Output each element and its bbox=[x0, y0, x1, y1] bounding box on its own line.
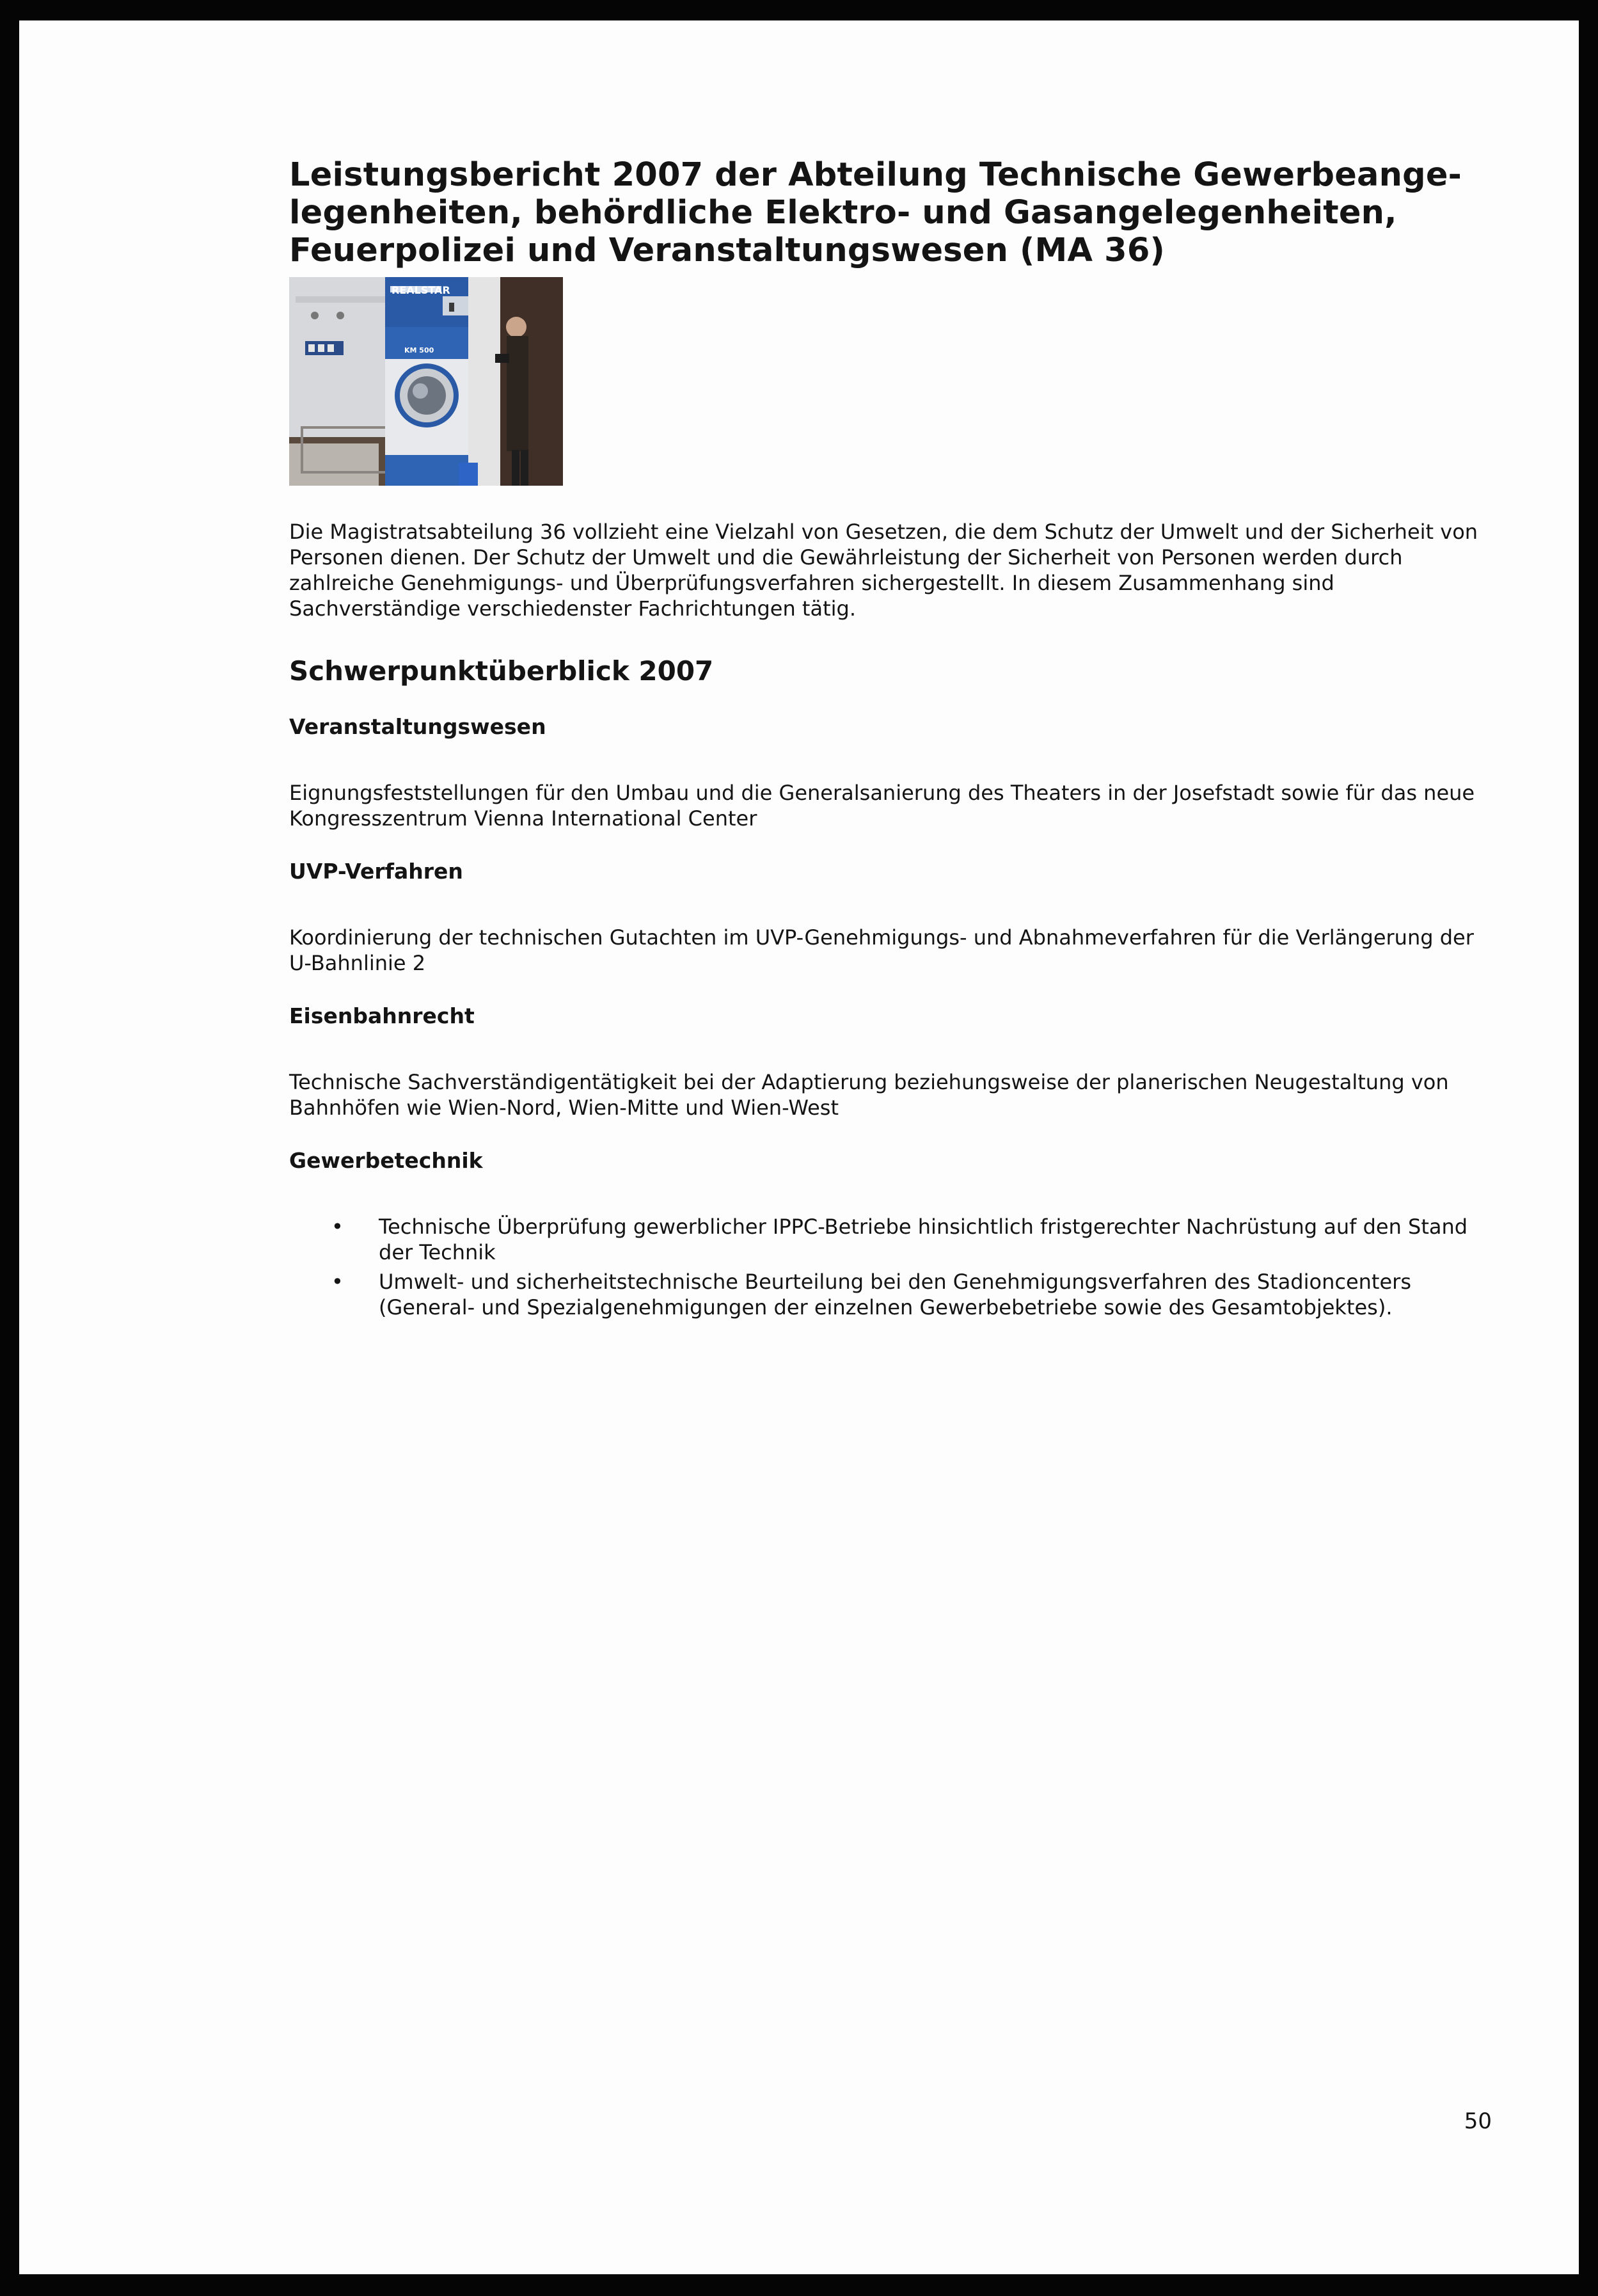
section-line: Eignungsfeststellungen für den Umbau und die Generalsanierung des Theaters in der Josefstadt sowie für das neue bbox=[289, 781, 1475, 805]
dry-cleaning-machine-photo bbox=[289, 277, 563, 486]
document-page bbox=[19, 20, 1579, 2274]
intro-line: zahlreiche Genehmigungs- und Überprüfungsverfahren sichergestellt. In diesem Zusammenhang sind bbox=[289, 571, 1334, 595]
section-line: Technische Sachverständigentätigkeit bei der Adaptierung beziehungsweise der planerischen Neugestaltung von bbox=[289, 1070, 1449, 1094]
section-text-veranstaltungswesen bbox=[289, 780, 1492, 831]
title-line: Feuerpolizei und Veranstaltungswesen (MA 36) bbox=[289, 232, 1166, 269]
page-content bbox=[289, 156, 1492, 1324]
list-line: der Technik bbox=[379, 1240, 496, 1264]
section-line: U-Bahnlinie 2 bbox=[289, 951, 426, 975]
title-line: legenheiten, behördliche Elektro- und Gasangelegenheiten, bbox=[289, 194, 1397, 232]
section-title: Schwerpunktüberblick 2007 bbox=[289, 655, 714, 687]
section-line: Koordinierung der technischen Gutachten im UVP-Genehmigungs- und Abnahmeverfahren für die Verlängerung der bbox=[289, 925, 1474, 950]
bullet-icon: • bbox=[331, 1270, 344, 1294]
intro-line: Personen dienen. Der Schutz der Umwelt und die Gewährleistung der Sicherheit von Personen werden durch bbox=[289, 545, 1403, 570]
list-line: Umwelt- und sicherheitstechnische Beurteilung bei den Genehmigungsverfahren des Stadioncenters bbox=[379, 1270, 1411, 1294]
section-line: Bahnhöfen wie Wien-Nord, Wien-Mitte und Wien-West bbox=[289, 1096, 839, 1120]
intro-line: Sachverständige verschiedenster Fachrichtungen tätig. bbox=[289, 596, 856, 621]
page-number: 50 bbox=[1464, 2109, 1492, 2134]
bullet-icon: • bbox=[331, 1215, 344, 1239]
machine-brand-label bbox=[392, 284, 450, 296]
section-heading-uvp-verfahren: UVP-Verfahren bbox=[289, 859, 463, 884]
section-heading-veranstaltungswesen: Veranstaltungswesen bbox=[289, 714, 546, 739]
gewerbetechnik-list bbox=[289, 1214, 1492, 1320]
title-line: Leistungsbericht 2007 der Abteilung Technische Gewerbeange- bbox=[289, 156, 1462, 194]
section-heading-gewerbetechnik: Gewerbetechnik bbox=[289, 1148, 483, 1173]
machine-brand: REALSTAR bbox=[392, 284, 450, 296]
section-line: Kongresszentrum Vienna International Center bbox=[289, 806, 757, 831]
section-text-eisenbahnrecht bbox=[289, 1069, 1492, 1120]
machine-model: KM 500 bbox=[404, 346, 434, 355]
list-line: (General- und Spezialgenehmigungen der einzelnen Gewerbebetriebe sowie des Gesamtobjektes). bbox=[379, 1295, 1393, 1319]
list-item bbox=[289, 1214, 1492, 1265]
page-title bbox=[289, 156, 1492, 269]
section-text-uvp-verfahren bbox=[289, 925, 1492, 976]
list-item bbox=[289, 1269, 1492, 1320]
intro-paragraph bbox=[289, 519, 1492, 621]
list-line: Technische Überprüfung gewerblicher IPPC-Betriebe hinsichtlich fristgerechter Nachrüstung auf den Stand bbox=[379, 1215, 1468, 1239]
intro-line: Die Magistratsabteilung 36 vollzieht eine Vielzahl von Gesetzen, die dem Schutz der Umwelt und der Sicherheit von bbox=[289, 520, 1478, 544]
section-heading-eisenbahnrecht: Eisenbahnrecht bbox=[289, 1003, 475, 1028]
